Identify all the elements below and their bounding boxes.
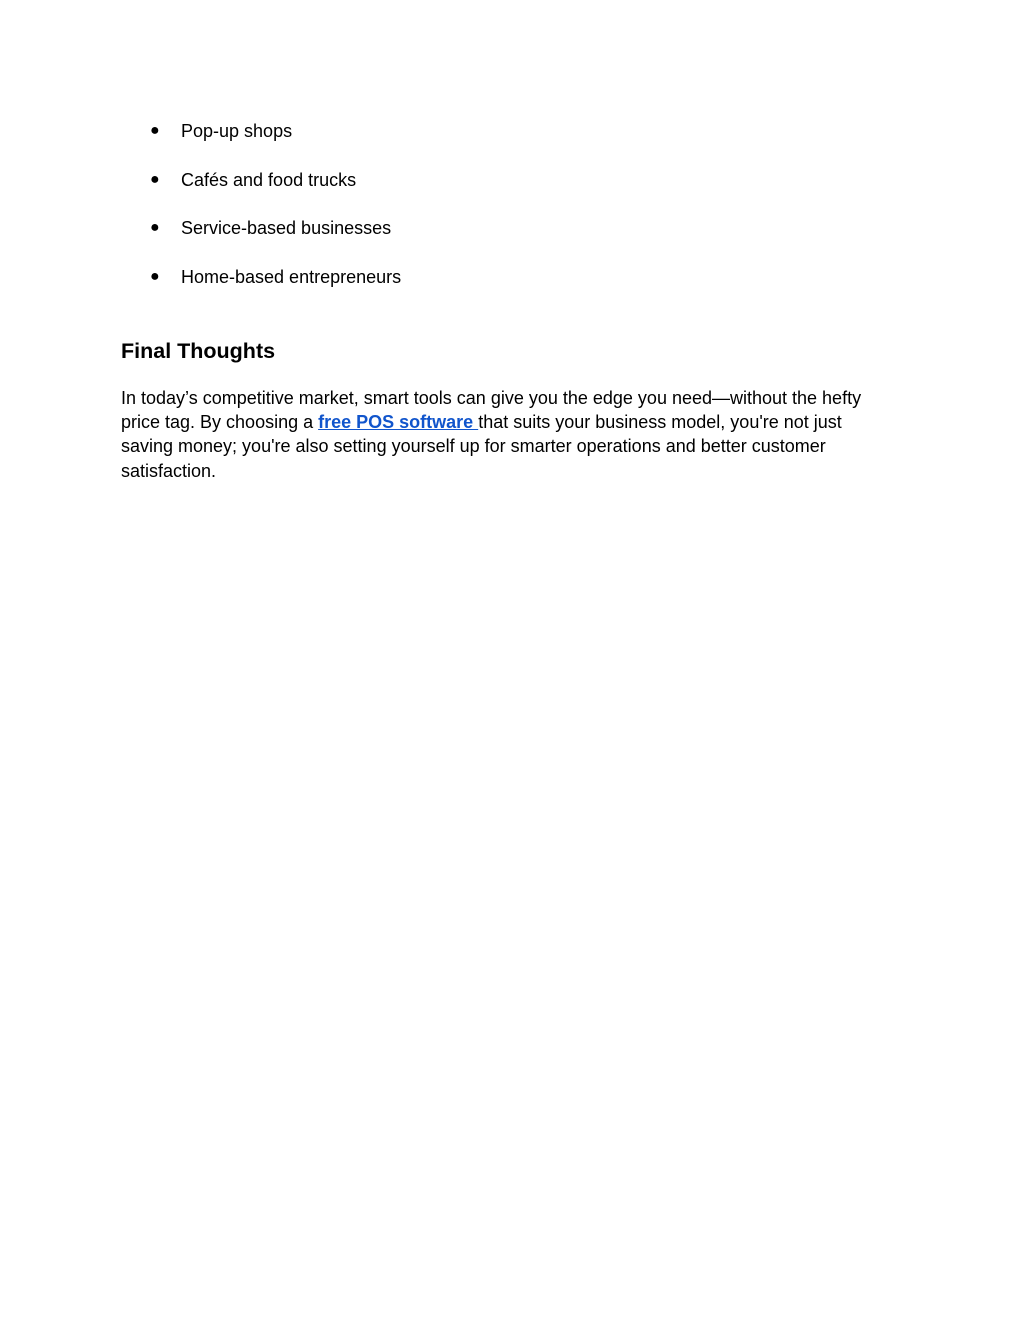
paragraph-line: satisfaction. bbox=[121, 460, 217, 481]
list-item-text: Home-based entrepreneurs bbox=[181, 267, 402, 288]
paragraph-line: In today’s competitive market, smart tools can give you the edge you need—without the hefty bbox=[121, 388, 862, 408]
bullet-icon: ● bbox=[150, 170, 160, 188]
paragraph-line bbox=[121, 410, 901, 434]
list-item-text: Service-based businesses bbox=[181, 218, 392, 239]
bullet-icon: ● bbox=[150, 122, 160, 139]
list-item-text: Pop-up shops bbox=[181, 121, 293, 141]
list-item-text: Cafés and food trucks bbox=[181, 169, 357, 190]
paragraph-text: that suits your business model, you're not just bbox=[478, 412, 842, 433]
body-paragraph bbox=[121, 386, 901, 483]
section-heading: Final Thoughts bbox=[121, 339, 276, 363]
paragraph-line: saving money; you're also setting yourself up for smarter operations and better customer bbox=[121, 436, 826, 457]
bullet-icon: ● bbox=[150, 219, 160, 237]
free-pos-software-link[interactable]: free POS software bbox=[318, 412, 479, 433]
paragraph-text: price tag. By choosing a bbox=[121, 412, 319, 433]
bullet-icon: ● bbox=[150, 268, 160, 286]
